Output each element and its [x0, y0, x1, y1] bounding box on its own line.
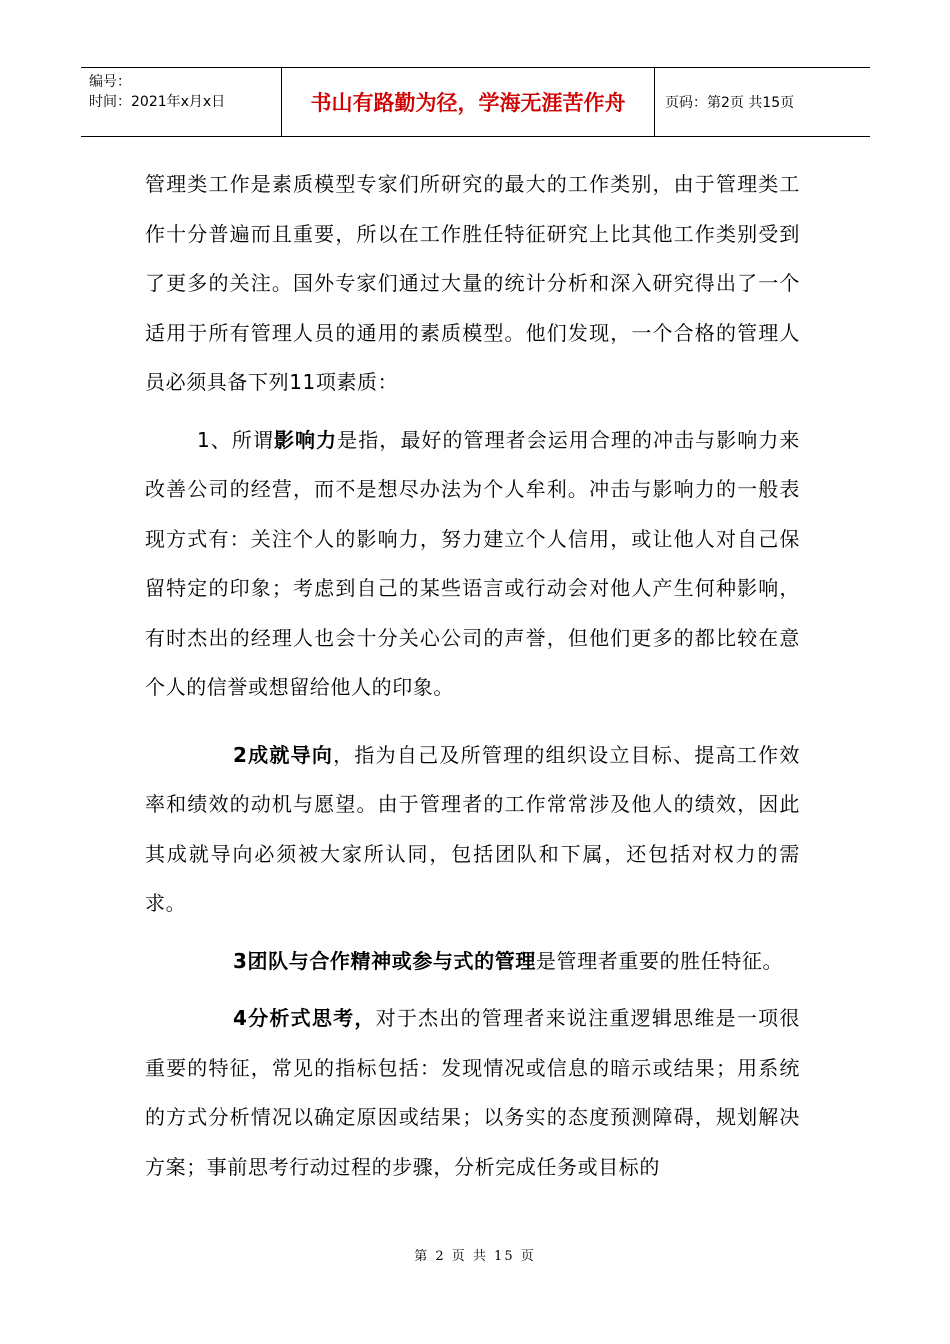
- item-1-text: 是指，最好的管理者会运用合理的冲击与影响力来改善公司的经营，而不是想尽办法为个人牟利。冲击与影响力的一般表现方式有：关注个人的影响力，努力建立个人信用，或让他人对自己保留特定的印象；考虑到自己的某些语言或行动会对他人产生何种影响，有时杰出的经理人也会十分关心公司的声誉，但他们更多的都比较在意个人的信誉或想留给他人的印象。: [145, 427, 801, 699]
- header-motto: 书山有路勤为径，学海无涯苦作舟: [282, 68, 655, 136]
- item-1-paragraph: [145, 416, 800, 713]
- item-3-term: 3团队与合作精神或参与式的管理: [233, 948, 536, 973]
- document-body: [145, 160, 800, 1192]
- page-header: [81, 67, 870, 137]
- page-footer: 第 2 页 共 15 页: [414, 1249, 536, 1264]
- header-page-info: 页码：第2页 共15页: [665, 95, 795, 111]
- number-label: 编号：: [89, 74, 131, 90]
- item-2-paragraph: [145, 731, 800, 929]
- item-4-term: 4分析式思考，: [233, 1006, 376, 1030]
- item-3-paragraph: [145, 937, 800, 987]
- item-2-term: 2成就导向: [233, 742, 334, 767]
- item-4-text: 对于杰出的管理者来说注重逻辑思维是一项很重要的特征，常见的指标包括：发现情况或信息的暗示或结果；用系统的方式分析情况以确定原因或结果；以务实的态度预测障碍，规划解决方案；事前思考行动过程的步骤，分析完成任务或目标的: [145, 1006, 801, 1179]
- item-1-term: 影响力: [273, 427, 338, 452]
- item-1-prefix: 1、所谓: [197, 427, 274, 452]
- header-meta-cell: [81, 68, 282, 136]
- item-3-text: 是管理者重要的胜任特征。: [535, 948, 784, 973]
- item-4-paragraph: [145, 994, 800, 1192]
- time-label: 时间：2021年x月x日: [89, 94, 226, 110]
- intro-paragraph: 管理类工作是素质模型专家们所研究的最大的工作类别，由于管理类工作十分普遍而且重要，所以在工作胜任特征研究上比其他工作类别受到了更多的关注。国外专家们通过大量的统计分析和深入研究得出了一个适用于所有管理人员的通用的素质模型。他们发现，一个合格的管理人员必须具备下列11项素质：: [145, 172, 800, 394]
- item-2-text: ，指为自己及所管理的组织设立目标、提高工作效率和绩效的动机与愿望。由于管理者的工作常常涉及他人的绩效，因此其成就导向必须被大家所认同，包括团队和下属，还包括对权力的需求。: [145, 742, 801, 915]
